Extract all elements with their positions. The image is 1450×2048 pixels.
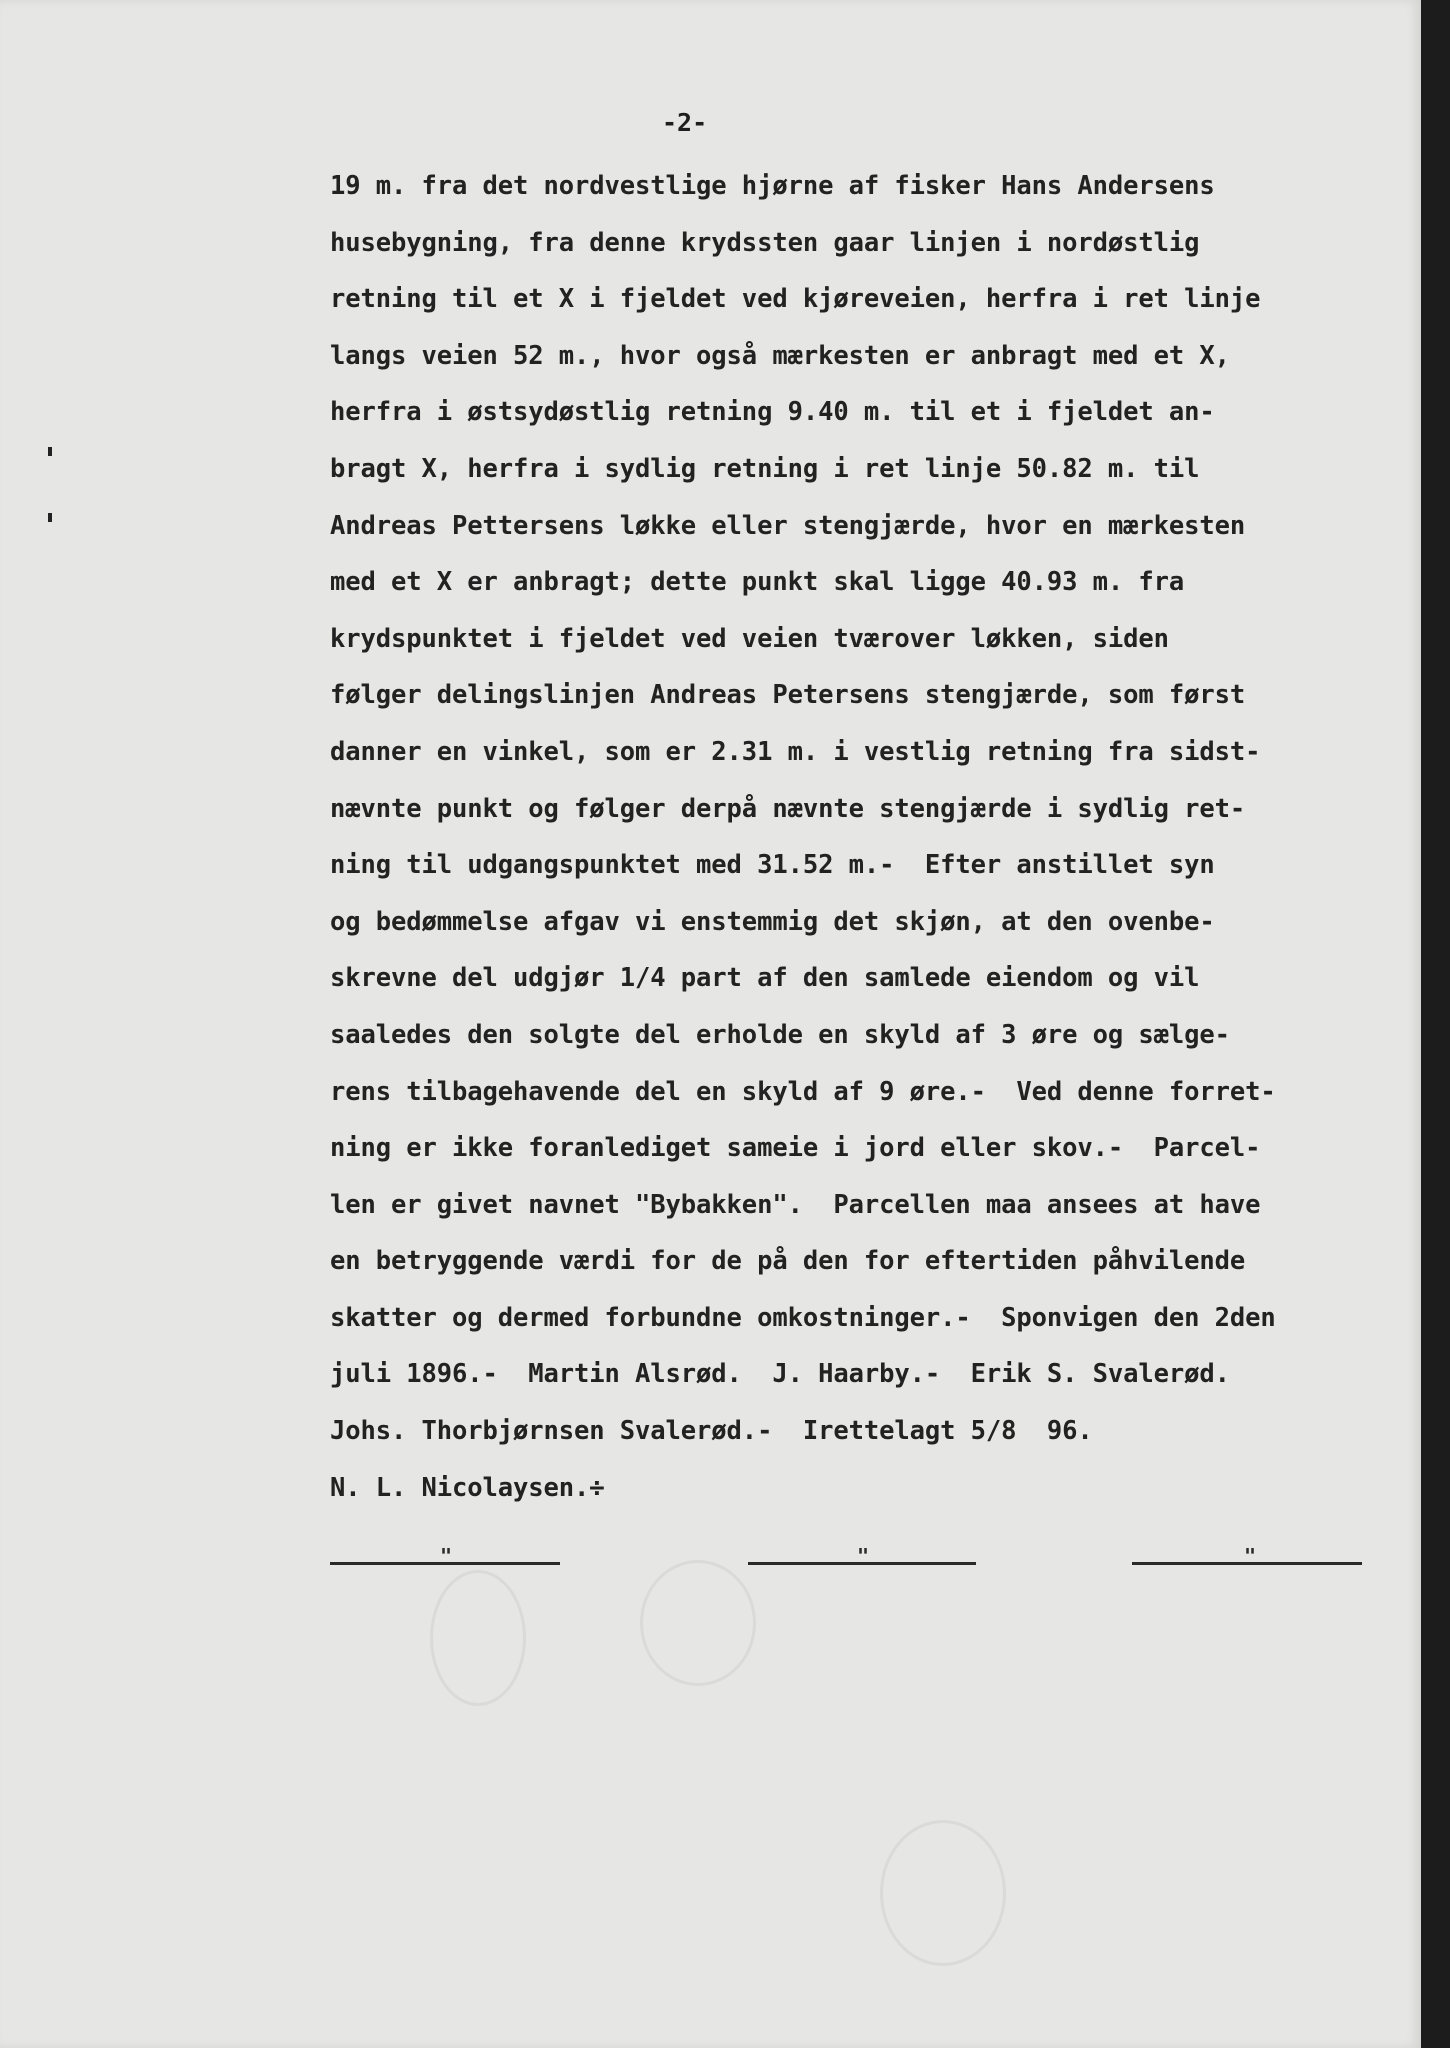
ditto-mark: " bbox=[440, 1544, 453, 1568]
margin-mark bbox=[48, 513, 52, 522]
text-line: retning til et X i fjeldet ved kjøreveien, herfra i ret linje bbox=[330, 284, 1261, 315]
text-line: en betryggende værdi for de på den for eftertiden påhvilende bbox=[330, 1246, 1246, 1277]
text-line: Andreas Pettersens løkke eller stengjærde, hvor en mærkesten bbox=[330, 510, 1246, 541]
text-line: og bedømmelse afgav vi enstemmig det skjøn, at den ovenbe- bbox=[330, 906, 1215, 937]
text-line: herfra i østsydøstlig retning 9.40 m. til et i fjeldet an- bbox=[330, 397, 1215, 428]
text-line: husebygning, fra denne krydssten gaar linjen i nordøstlig bbox=[330, 227, 1200, 258]
bleed-through-mark bbox=[880, 1820, 1006, 1966]
text-line: rens tilbagehavende del en skyld af 9 øre.- Ved denne forret- bbox=[330, 1076, 1276, 1107]
text-line: Johs. Thorbjørnsen Svalerød.- Irettelagt 5/8 96. bbox=[330, 1416, 1093, 1447]
text-line: med et X er anbragt; dette punkt skal ligge 40.93 m. fra bbox=[330, 567, 1185, 598]
text-line: skrevne del udgjør 1/4 part af den samlede eiendom og vil bbox=[330, 963, 1200, 994]
text-line: følger delingslinjen Andreas Petersens stengjærde, som først bbox=[330, 680, 1246, 711]
text-line: krydspunktet i fjeldet ved veien tværover løkken, siden bbox=[330, 623, 1169, 654]
text-line: danner en vinkel, som er 2.31 m. i vestlig retning fra sidst- bbox=[330, 736, 1261, 767]
document-body bbox=[330, 158, 1420, 1516]
ditto-mark: " bbox=[1244, 1544, 1257, 1568]
bleed-through-mark bbox=[640, 1560, 756, 1686]
margin-mark bbox=[48, 447, 52, 456]
text-line: ning er ikke foranlediget sameie i jord eller skov.- Parcel- bbox=[330, 1133, 1261, 1164]
text-line: N. L. Nicolaysen.÷ bbox=[330, 1472, 605, 1503]
text-line: bragt X, herfra i sydlig retning i ret linje 50.82 m. til bbox=[330, 453, 1200, 484]
text-line: juli 1896.- Martin Alsrød. J. Haarby.- Erik S. Svalerød. bbox=[330, 1359, 1230, 1390]
text-line: nævnte punkt og følger derpå nævnte stengjærde i sydlig ret- bbox=[330, 793, 1246, 824]
page-number: -2- bbox=[662, 108, 708, 137]
bleed-through-mark bbox=[430, 1570, 526, 1706]
text-line: ning til udgangspunktet med 31.52 m.- Efter anstillet syn bbox=[330, 850, 1215, 881]
text-line: saaledes den solgte del erholde en skyld af 3 øre og sælge- bbox=[330, 1019, 1230, 1050]
text-line: len er givet navnet "Bybakken". Parcellen maa ansees at have bbox=[330, 1189, 1261, 1220]
text-line: skatter og dermed forbundne omkostninger.- Sponvigen den 2den bbox=[330, 1302, 1276, 1333]
text-line: 19 m. fra det nordvestlige hjørne af fisker Hans Andersens bbox=[330, 171, 1215, 201]
ditto-mark: " bbox=[857, 1544, 870, 1568]
text-line: langs veien 52 m., hvor også mærkesten er anbragt med et X, bbox=[330, 340, 1230, 371]
